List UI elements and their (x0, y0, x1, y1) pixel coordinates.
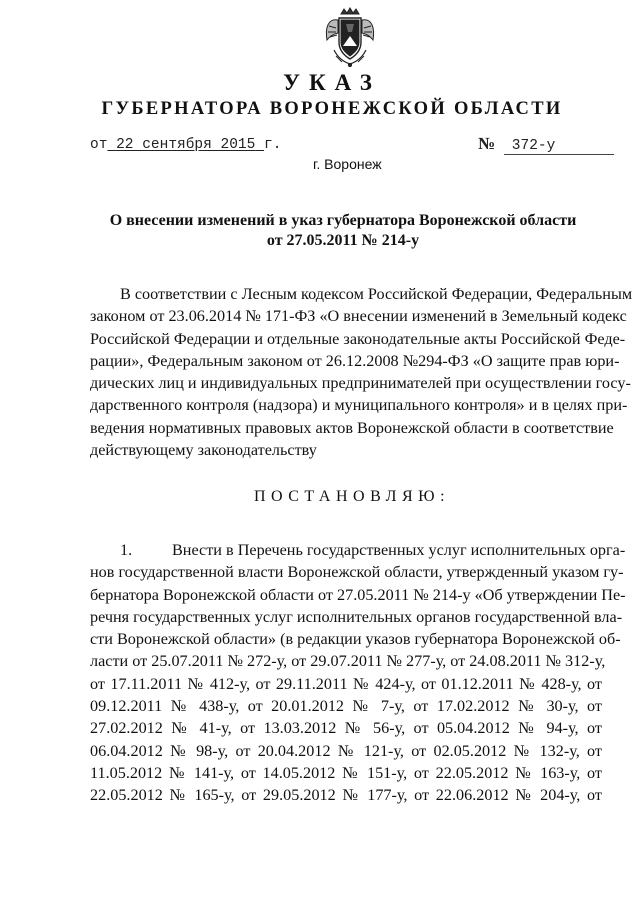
item-first-line-text: Внести в Перечень государственных услуг исполнительных орга- (172, 541, 626, 559)
text-line: ласти от 25.07.2011 № 272-у, от 29.07.2011 № 277-у, от 24.08.2011 № 312-у, (90, 652, 606, 671)
text-line: дических лиц и индивидуальных предпринимателей при осуществлении госу- (90, 374, 631, 393)
city-label: г. Воронеж (313, 156, 382, 172)
text-line: 11.05.2012 № 141-у, от 14.05.2012 № 151-у, от 22.05.2012 № 163-у, от (90, 763, 602, 782)
date-suffix: г. (264, 137, 282, 153)
text-line: от 17.11.2011 № 412-у, от 29.11.2011 № 424-у, от 01.12.2011 № 428-у, от (90, 674, 602, 693)
document-subtitle: ГУБЕРНАТОРА ВОРОНЕЖСКОЙ ОБЛАСТИ (101, 99, 563, 119)
subject-line-1: О внесении изменений в указ губернатора Воронежской области (109, 212, 577, 229)
text-line (90, 539, 626, 561)
text-line: 27.02.2012 № 41-у, от 13.03.2012 № 56-у, от 05.04.2012 № 94-у, от (90, 719, 602, 738)
date-value: 22 сентября 2015 (116, 137, 256, 153)
decree-heading: ПОСТАНОВЛЯЮ: (253, 488, 451, 505)
document-title: УКАЗ (283, 70, 381, 95)
text-line: В соответствии с Лесным кодексом Российской Федерации, Федеральным (120, 285, 633, 303)
document-number-line (478, 134, 614, 155)
text-line: 06.04.2012 № 98-у, от 20.04.2012 № 121-у, от 02.05.2012 № 132-у, от (90, 741, 602, 760)
text-line: бернатора Воронежской области от 27.05.2011 № 214-у «Об утверждении Пе- (90, 585, 626, 604)
text-line: ведения нормативных правовых актов Воронежской области в соответствие (90, 418, 614, 437)
text-line: нов государственной власти Воронежской области, утвержденный указом гу- (90, 563, 624, 582)
text-line: Российской Федерации и отдельные законодательные акты Российской Феде- (90, 329, 626, 348)
text-line: сти Воронежской области» (в редакции указов губернатора Воронежской об- (90, 630, 621, 649)
date-line (90, 137, 281, 153)
text-line: речня государственных услуг исполнительных органов государственной вла- (90, 607, 623, 626)
text-line: действующему законодательству (90, 441, 317, 460)
text-line: 09.12.2011 № 438-у, от 20.01.2012 № 7-у, от 17.02.2012 № 30-у, от (90, 697, 602, 716)
text-line: 22.05.2012 № 165-у, от 29.05.2012 № 177-у, от 22.06.2012 № 204-у, от (90, 786, 602, 805)
document-number-value: 372-у (504, 138, 614, 155)
preamble-paragraph (90, 283, 633, 461)
item-number: 1. (120, 541, 133, 559)
text-line: рации», Федеральным законом от 26.12.2008 №294-ФЗ «О защите прав юри- (90, 351, 620, 370)
number-sign: № (478, 134, 496, 153)
coat-of-arms-emblem-icon (322, 6, 378, 68)
text-line: дарственного контроля (надзора) и муниципального контроля» и в целях при- (90, 396, 628, 415)
date-prefix: от (90, 137, 108, 153)
item-1-paragraph (90, 539, 626, 807)
text-line: законом от 23.06.2014 № 171-ФЗ «О внесении изменений в Земельный кодекс (90, 307, 627, 326)
subject-line-2: от 27.05.2011 № 214-у (266, 232, 420, 249)
